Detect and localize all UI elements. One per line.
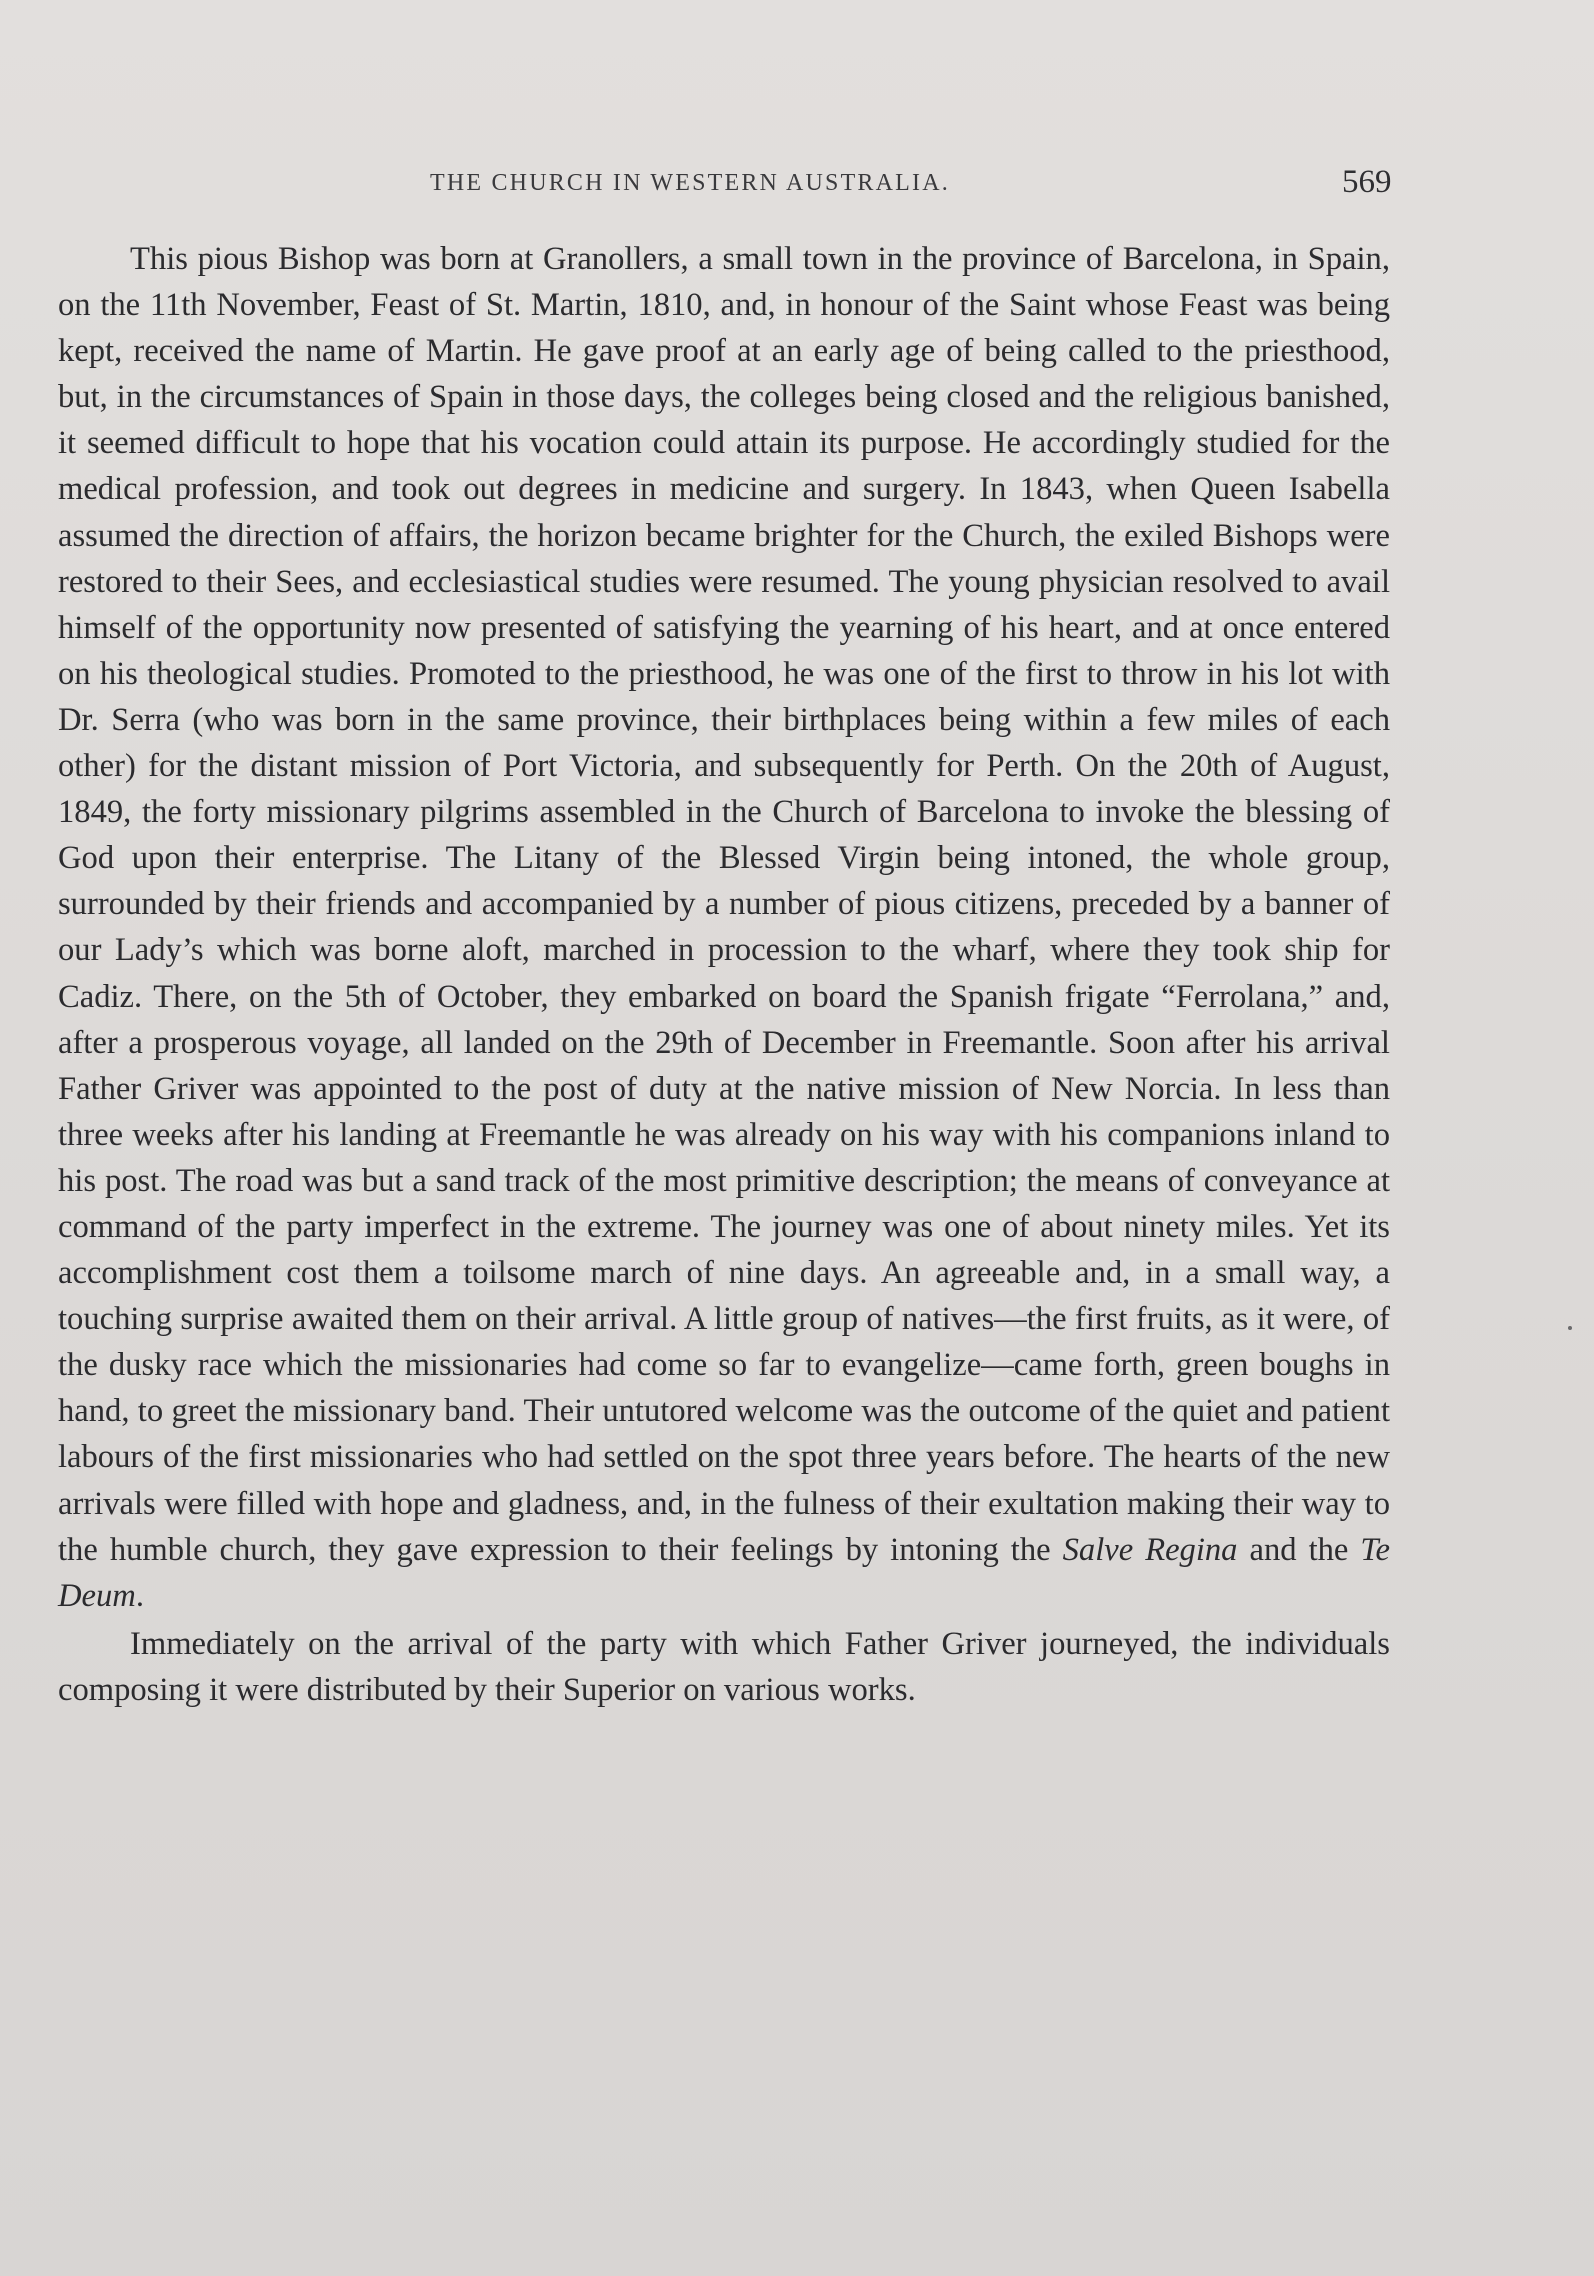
- running-title: THE CHURCH IN WESTERN AUSTRALIA.: [430, 170, 950, 196]
- running-head: [0, 166, 1594, 206]
- page-number: 569: [1342, 164, 1392, 200]
- body-text: [58, 236, 1390, 1713]
- italic-title-salve-regina: Salve Regina: [1062, 1531, 1238, 1568]
- paper-speck: [1568, 1326, 1572, 1330]
- italic-title-te-deum: Te Deum: [58, 1531, 1390, 1614]
- paragraph-party-distribution: [58, 1621, 1390, 1713]
- paragraph-text-connector: and the: [1237, 1531, 1361, 1568]
- paragraph-text: Immediately on the arrival of the party with which Father Griver journeyed, the individuals composing it were distributed by their Superior on various works.: [58, 1625, 1390, 1708]
- paragraph-text-end: .: [135, 1577, 144, 1614]
- paragraph-bishop-biography: [58, 236, 1390, 1619]
- paragraph-text: This pious Bishop was born at Granollers, a small town in the province of Barcelona, in Spain, on the 11th November, Feast of St. Martin, 1810, and, in honour of the Saint whose Feast was being kept, received the name of Martin. He gave proof at an early age of being called to the priesthood, but, in the circumstances of Spain in those days, the colleges being closed and the religious banished, it seemed difficult to hope that his vocation could attain its purpose. He accordingly studied for the medical profession, and took out degrees in medicine and surgery. In 1843, when Queen Isabella assumed the direction of affairs, the horizon became brighter for the Church, the exiled Bishops were restored to their Sees, and ecclesiastical studies were resumed. The young physician resolved to avail himself of the opportunity now presented of satisfying the yearning of his heart, and at once entered on his theological studies. Promoted to the priesthood, he was one of the first to throw in his lot with Dr. Serra (who was born in the same province, their birthplaces being within a few miles of each other) for the distant mission of Port Victoria, and subsequently for Perth. On the 20th of August, 1849, the forty missionary pilgrims assembled in the Church of Barcelona to invoke the blessing of God upon their enterprise. The Litany of the Blessed Virgin being intoned, the whole group, surrounded by their friends and accompanied by a number of pious citizens, preceded by a banner of our Lady’s which was borne aloft, marched in procession to the wharf, where they took ship for Cadiz. There, on the 5th of October, they embarked on board the Spanish frigate “Ferrolana,” and, after a prosperous voyage, all landed on the 29th of December in Freemantle. Soon after his arrival Father Griver was appointed to the post of duty at the native mission of New Norcia. In less than three weeks after his landing at Freemantle he was already on his way with his companions inland to his post. The road was but a sand track of the most primitive description; the means of conveyance at command of the party imperfect in the extreme. The journey was one of about ninety miles. Yet its accomplishment cost them a toilsome march of nine days. An agreeable and, in a small way, a touching surprise awaited them on their arrival. A little group of natives—the first fruits, as it were, of the dusky race which the missionaries had come so far to evangelize—came forth, green boughs in hand, to greet the missionary band. Their untutored welcome was the outcome of the quiet and patient labours of the first missionaries who had settled on the spot three years before. The hearts of the new arrivals were filled with hope and gladness, and, in the fulness of their exultation making their way to the humble church, they gave expression to their feelings by intoning the: [58, 241, 1390, 1568]
